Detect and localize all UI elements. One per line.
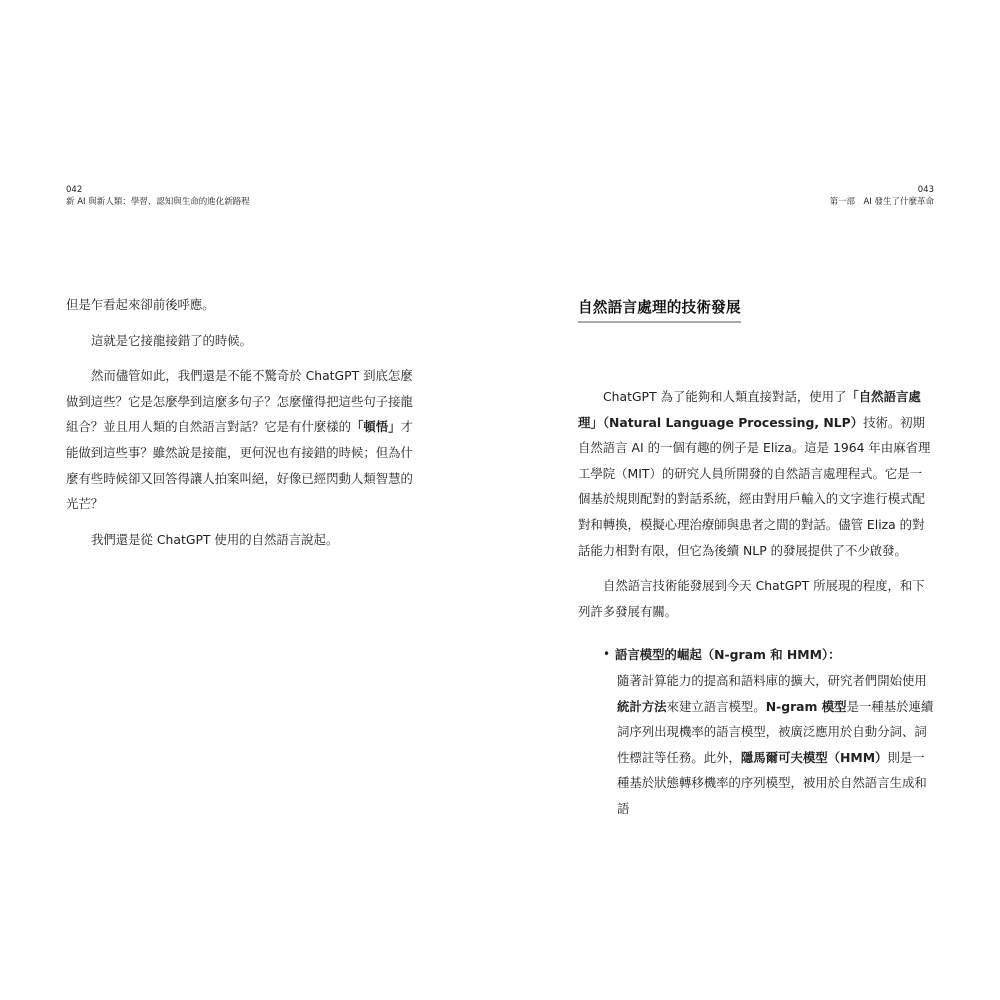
left-running-title: 新 AI 與新人類：學習、認知與生命的進化新路程 [66, 197, 250, 207]
left-paragraph-2 [66, 328, 422, 354]
text-segment: 是一種基於連續詞序列出現機率的語言模型，被廣泛應用於自動分詞、詞性標註等任務。此外， [617, 698, 934, 765]
bullet-body [578, 668, 934, 822]
left-page-number: 042 [66, 185, 83, 195]
left-body-text [66, 292, 422, 552]
bullet-dot-icon: • [603, 647, 611, 662]
text-segment: 自然語言技術能發展到今天 ChatGPT 所展現的程度，和下列許多發展有關。 [578, 578, 925, 619]
bold-text-segment: 統計方法 [617, 698, 667, 714]
text-segment: 我們還是從 ChatGPT 使用的自然語言說起。 [91, 531, 339, 547]
right-paragraph-2 [578, 573, 934, 624]
bold-text-segment: 「自然語言處理」（Natural Language Processing, NLP） [578, 389, 921, 430]
bold-text-segment: 隱馬爾可夫模型（HMM） [740, 749, 888, 765]
text-segment: 這就是它接龍接錯了的時候。 [91, 332, 253, 348]
text-segment: 然而儘管如此，我們還是不能不驚奇於 ChatGPT 到底怎麼做到這些？它是怎麼學到這麼多句子？怎麼懂得把這些句子接龍組合？並且用人類的自然語言對話？它是有什麼樣的 [66, 368, 413, 435]
bullet-title: 語言模型的崛起（N-gram 和 HMM）： [615, 647, 841, 663]
text-segment: 才能做到這些事？雖然說是接龍，更何況也有接錯的時候；但為什麼有些時候卻又回答得讓人拍案叫絕，好像已經閃動人類智慧的光芒？ [66, 419, 413, 512]
left-paragraph-4 [66, 527, 422, 553]
right-running-header [829, 184, 934, 208]
text-segment: 技術。初期自然語言 AI 的一個有趣的例子是 Eliza。這是 1964 年由麻省理工學院（MIT）的研究人員所開發的自然語言處理程式。它是一個基於規則配對的對話系統，經由對用戶輸入的文字進行模式配對和轉換，模擬心理治療師與患者之間的對話。儘管 Eliza 的對話能力相對有限，但它為後續 NLP 的發展提供了不少啟發。 [578, 414, 931, 558]
text-segment: 但是乍看起來卻前後呼應。 [66, 297, 215, 312]
right-running-title: 第一部 AI 發生了什麼革命 [829, 197, 934, 207]
text-segment: ChatGPT 為了能夠和人類直接對話，使用了 [603, 389, 847, 404]
right-paragraph-1 [578, 384, 934, 563]
bullet-item [578, 642, 934, 821]
bullet-heading [578, 642, 934, 668]
left-paragraph-1 [66, 292, 422, 318]
text-segment: 來建立語言模型。 [666, 698, 766, 714]
right-page [500, 0, 1000, 1000]
section-heading: 自然語言處理的技術發展 [578, 296, 741, 323]
text-segment: 則是一種基於狀態轉移機率的序列模型，被用於自然語言生成和語 [617, 749, 927, 816]
text-segment: 隨著計算能力的提高和語料庫的擴大，研究者們開始使用 [617, 672, 927, 688]
right-body-text [578, 384, 934, 822]
left-paragraph-3 [66, 363, 422, 517]
left-running-header [66, 184, 250, 208]
bold-text-segment: 「頓悟」 [350, 419, 401, 435]
bold-text-segment: N-gram 模型 [765, 698, 847, 714]
right-page-number: 043 [917, 185, 934, 195]
